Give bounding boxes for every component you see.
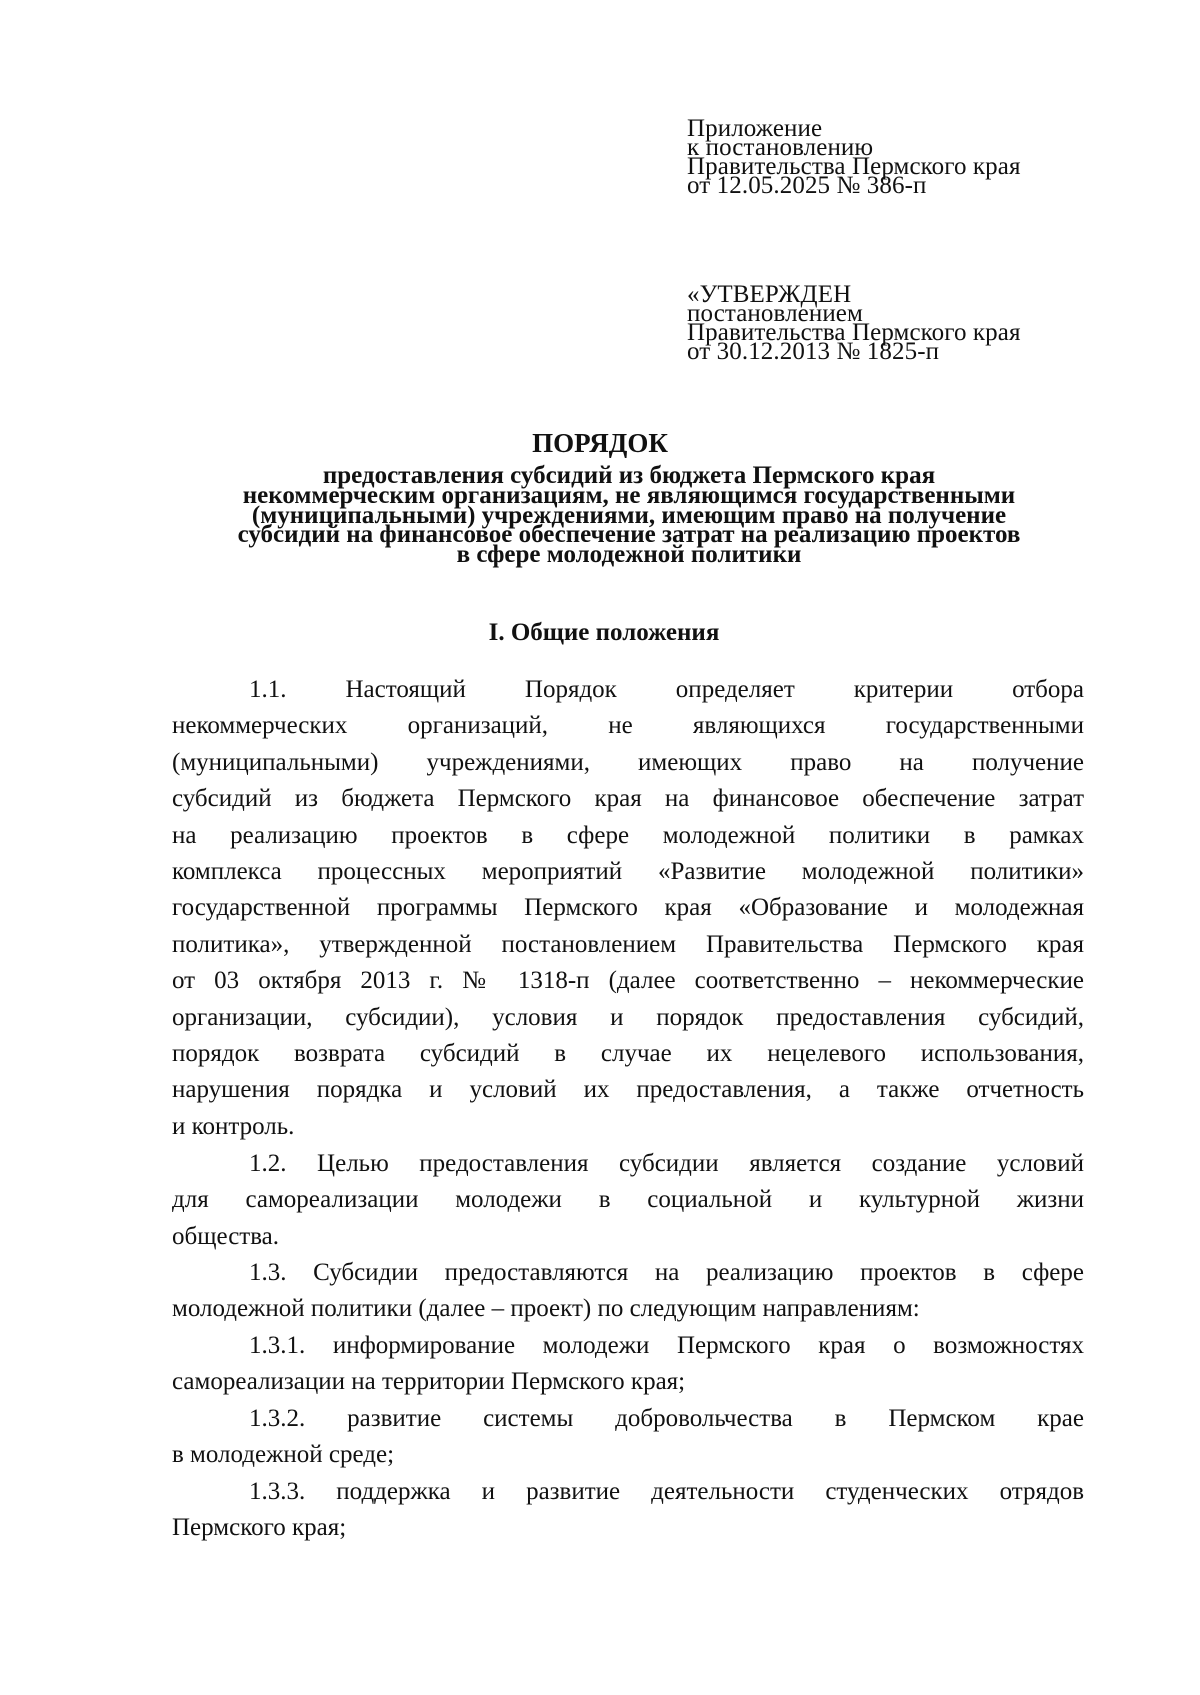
- subtitle-line: предоставления субсидий из бюджета Пермского края: [322, 462, 936, 489]
- text-line: общества.: [172, 1222, 280, 1250]
- paragraph-1-3-1: [172, 1328, 1084, 1401]
- approved-line: Правительства Пермского края: [687, 319, 1021, 346]
- text-line: 1.2. Целью предоставления субсидии является создание условий: [249, 1150, 1084, 1177]
- text-line: государственной программы Пермского края «Образование и молодежная: [172, 894, 1084, 922]
- text-line: 1.1. Настоящий Порядок определяет критерии отбора: [249, 676, 1084, 703]
- text-line: 1.3.2. развитие системы добровольчества в Пермском крае: [249, 1405, 1084, 1432]
- approved-line: от 30.12.2013 № 1825-п: [687, 338, 940, 365]
- subtitle-line: в сфере молодежной политики: [456, 541, 802, 569]
- appendix-line: Правительства Пермского края: [687, 153, 1021, 180]
- approved-line: «УТВЕРЖДЕН: [687, 281, 852, 308]
- document-subtitle: [150, 462, 1108, 569]
- approved-block: [687, 281, 1021, 365]
- text-line: субсидий из бюджета Пермского края на финансовое обеспечение затрат: [172, 785, 1084, 813]
- subtitle-line: субсидий на финансовое обеспечение затрат на реализацию проектов: [237, 521, 1021, 549]
- text-line: и контроль.: [172, 1112, 295, 1140]
- appendix-line: Приложение: [687, 115, 823, 142]
- text-line: Пермского края;: [172, 1514, 347, 1542]
- paragraph-1-3: [172, 1255, 1084, 1328]
- appendix-line: к постановлению: [687, 134, 874, 161]
- appendix-block: [687, 115, 1021, 199]
- text-line: самореализации на территории Пермского края;: [172, 1368, 686, 1396]
- text-line: некоммерческих организаций, не являющихся государственными: [172, 712, 1084, 740]
- paragraph-1-2: [172, 1146, 1084, 1255]
- text-line: организации, субсидии), условия и порядок предоставления субсидий,: [172, 1003, 1084, 1031]
- text-line: комплекса процессных мероприятий «Развитие молодежной политики»: [172, 858, 1084, 886]
- paragraph-1-1: [172, 672, 1084, 1145]
- text-line: на реализацию проектов в сфере молодежной политики в рамках: [172, 821, 1084, 849]
- paragraph-1-3-3: [172, 1474, 1084, 1547]
- text-line: 1.3. Субсидии предоставляются на реализацию проектов в сфере: [249, 1259, 1084, 1286]
- text-line: 1.3.3. поддержка и развитие деятельности студенческих отрядов: [249, 1478, 1084, 1505]
- paragraph-1-3-2: [172, 1401, 1084, 1474]
- text-line: нарушения порядка и условий их предоставления, а также отчетность: [172, 1076, 1084, 1104]
- section-heading: I. Общие положения: [488, 619, 720, 646]
- text-line: от 03 октября 2013 г. № 1318-п (далее соответственно – некоммерческие: [172, 967, 1084, 995]
- document-title: ПОРЯДОК: [532, 428, 668, 458]
- text-line: молодежной политики (далее – проект) по следующим направлениям:: [172, 1295, 920, 1323]
- subtitle-line: (муниципальными) учреждениями, имеющим право на получение: [251, 501, 1007, 529]
- text-line: порядок возврата субсидий в случае их нецелевого использования,: [172, 1040, 1084, 1068]
- approved-line: постановлением: [687, 300, 863, 327]
- text-line: политика», утвержденной постановлением Правительства Пермского края: [172, 930, 1084, 958]
- text-line: 1.3.1. информирование молодежи Пермского края о возможностях: [249, 1332, 1084, 1359]
- text-line: для самореализации молодежи в социальной и культурной жизни: [172, 1186, 1084, 1214]
- appendix-line: от 12.05.2025 № 386-п: [687, 172, 927, 199]
- subtitle-line: некоммерческим организациям, не являющимся государственными: [242, 481, 1016, 509]
- text-line: в молодежной среде;: [172, 1441, 395, 1469]
- text-line: (муниципальными) учреждениями, имеющих право на получение: [172, 748, 1084, 776]
